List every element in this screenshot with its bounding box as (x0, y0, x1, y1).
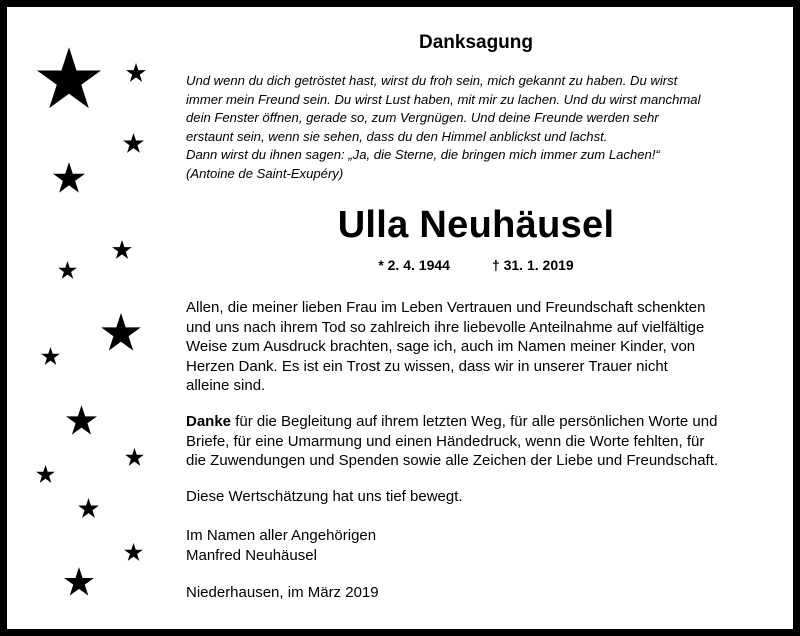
star-icon (41, 347, 60, 365)
place-date: Niederhausen, im März 2019 (186, 584, 379, 601)
signature-line: Im Namen aller Angehörigen (186, 527, 377, 544)
star-icon (53, 162, 85, 193)
star-icon (125, 448, 144, 466)
paragraph-line: Herzen Dank. Es ist ein Trost zu wissen, dass wir in unserer Trauer nicht (186, 357, 668, 375)
death-date: † 31. 1. 2019 (491, 257, 574, 273)
star-icon (66, 405, 97, 435)
paragraph-line: Weise zum Ausdruck brachten, sage ich, auch im Namen meiner Kinder, von (186, 338, 696, 356)
life-dates (186, 257, 766, 273)
appreciation-line: Diese Wertschätzung hat uns tief bewegt. (186, 488, 463, 505)
star-icon (101, 313, 141, 351)
star-icon (124, 543, 143, 561)
paragraph-line: Briefe, für eine Umarmung und einen Händedruck, wenn die Worte fehlten, für (186, 432, 705, 450)
heading: Danksagung (418, 32, 534, 53)
star-icon (112, 240, 132, 259)
danke-word: Danke (186, 413, 232, 430)
star-icon (37, 47, 101, 109)
star-icon (123, 133, 144, 153)
quote-line: Dann wirst du ihnen sagen: „Ja, die Sterne, die bringen mich immer zum Lachen!“ (186, 147, 660, 163)
birth-date: * 2. 4. 1944 (378, 257, 450, 273)
star-icon (78, 498, 99, 518)
danke-paragraph (186, 412, 776, 471)
signature (186, 526, 776, 565)
deceased-name: Ulla Neuhäusel (337, 204, 615, 246)
quote-line: erstaunt sein, wenn sie sehen, dass du den Himmel anblickst und lachst. (186, 128, 608, 144)
thanks-paragraph (186, 298, 776, 396)
signature-name: Manfred Neuhäusel (186, 546, 317, 564)
paragraph-line-rest: für die Begleitung auf ihrem letzten Weg, für alle persönlichen Worte und (231, 413, 718, 430)
star-icon (126, 63, 146, 82)
paragraph-line: Allen, die meiner lieben Frau im Leben Vertrauen und Freundschaft schenkten (186, 299, 706, 316)
star-icon (36, 465, 55, 483)
paragraph-line (186, 412, 776, 432)
quote-line: Und wenn du dich getröstet hast, wirst du froh sein, mich gekannt zu haben. Du wirst (186, 73, 678, 88)
paragraph-line: und uns nach ihrem Tod so zahlreich ihre liebevolle Anteilnahme auf vielfältige (186, 318, 705, 336)
paragraph-line: die Zuwendungen und Spenden sowie alle Zeichen der Liebe und Freundschaft. (186, 452, 719, 470)
quote (186, 72, 776, 184)
quote-attribution: (Antoine de Saint-Exupéry) (186, 165, 344, 181)
quote-line: dein Fenster öffnen, gerade so, zum Vergnügen. Und deine Freunde werden sehr (186, 110, 659, 126)
paragraph-line: alleine sind. (186, 377, 266, 395)
quote-line: immer mein Freund sein. Du wirst Lust haben, mit mir zu lachen. Und du wirst manchmal (186, 91, 701, 107)
star-icon (58, 261, 77, 279)
star-icon (64, 567, 94, 596)
